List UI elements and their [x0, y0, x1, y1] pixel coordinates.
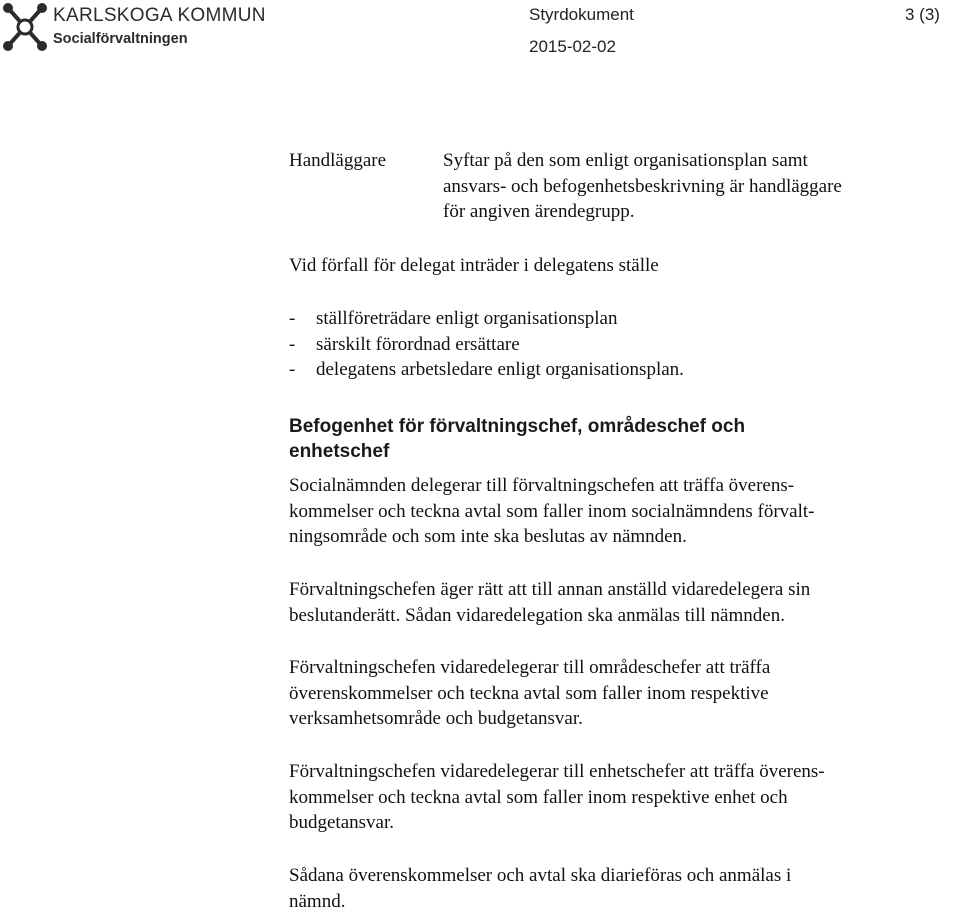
- paragraph-registration: Sådana överenskommelser och avtal ska diarieföras och anmälas i nämnd.: [289, 865, 792, 912]
- list-item: - delegatens arbetsledare enligt organisationsplan.: [289, 359, 684, 380]
- definition-term: Handläggare: [289, 150, 387, 171]
- paragraph-delegation: Socialnämnden delegerar till förvaltningschefen att träffa överens- kommelser och teckna avtal som faller inom socialnämndens förvalt- ningsområde och som inte ska beslutas av nämnden.: [289, 475, 815, 547]
- crest-icon: [0, 0, 52, 54]
- paragraph-subdelegation: Förvaltningschefen äger rätt att till annan anställd vidaredelegera sin beslutanderätt. Sådan vidaredelegation ska anmälas till nämnden.: [289, 579, 811, 626]
- document-type: Styrdokument: [529, 5, 634, 24]
- paragraph-area-managers: Förvaltningschefen vidaredelegerar till områdeschefer att träffa överenskommelser och teckna avtal som faller inom respektive verksamhetsområde och budgetansvar.: [289, 657, 771, 729]
- definition-line: ansvars- och befogenhetsbeskrivning är handläggare: [443, 175, 842, 197]
- paragraph-unit-managers: Förvaltningschefen vidaredelegerar till enhetschefer att träffa överens- kommelser och teckna avtal som faller inom respektive enhet och budgetansvar.: [289, 761, 825, 833]
- substitution-intro: Vid förfall för delegat inträder i delegatens ställe: [289, 255, 659, 276]
- page-number: 3 (3): [905, 5, 940, 24]
- list-item: - ställföreträdare enligt organisationsplan: [289, 308, 618, 329]
- section-heading: Befogenhet för förvaltningschef, områdeschef och enhetschef: [289, 416, 746, 462]
- substitution-list: [289, 306, 684, 383]
- logo-municipality-name: KARLSKOGA KOMMUN: [53, 5, 266, 26]
- logo-department-name: Socialförvaltningen: [53, 31, 188, 47]
- definition-line: för angiven ärendegrupp.: [443, 201, 635, 222]
- list-item: - särskilt förordnad ersättare: [289, 333, 520, 355]
- document-date: 2015-02-02: [529, 37, 616, 56]
- definition-text: [443, 148, 903, 225]
- karlskoga-logo: [0, 0, 266, 54]
- definition-line: Syftar på den som enligt organisationsplan samt: [443, 150, 808, 171]
